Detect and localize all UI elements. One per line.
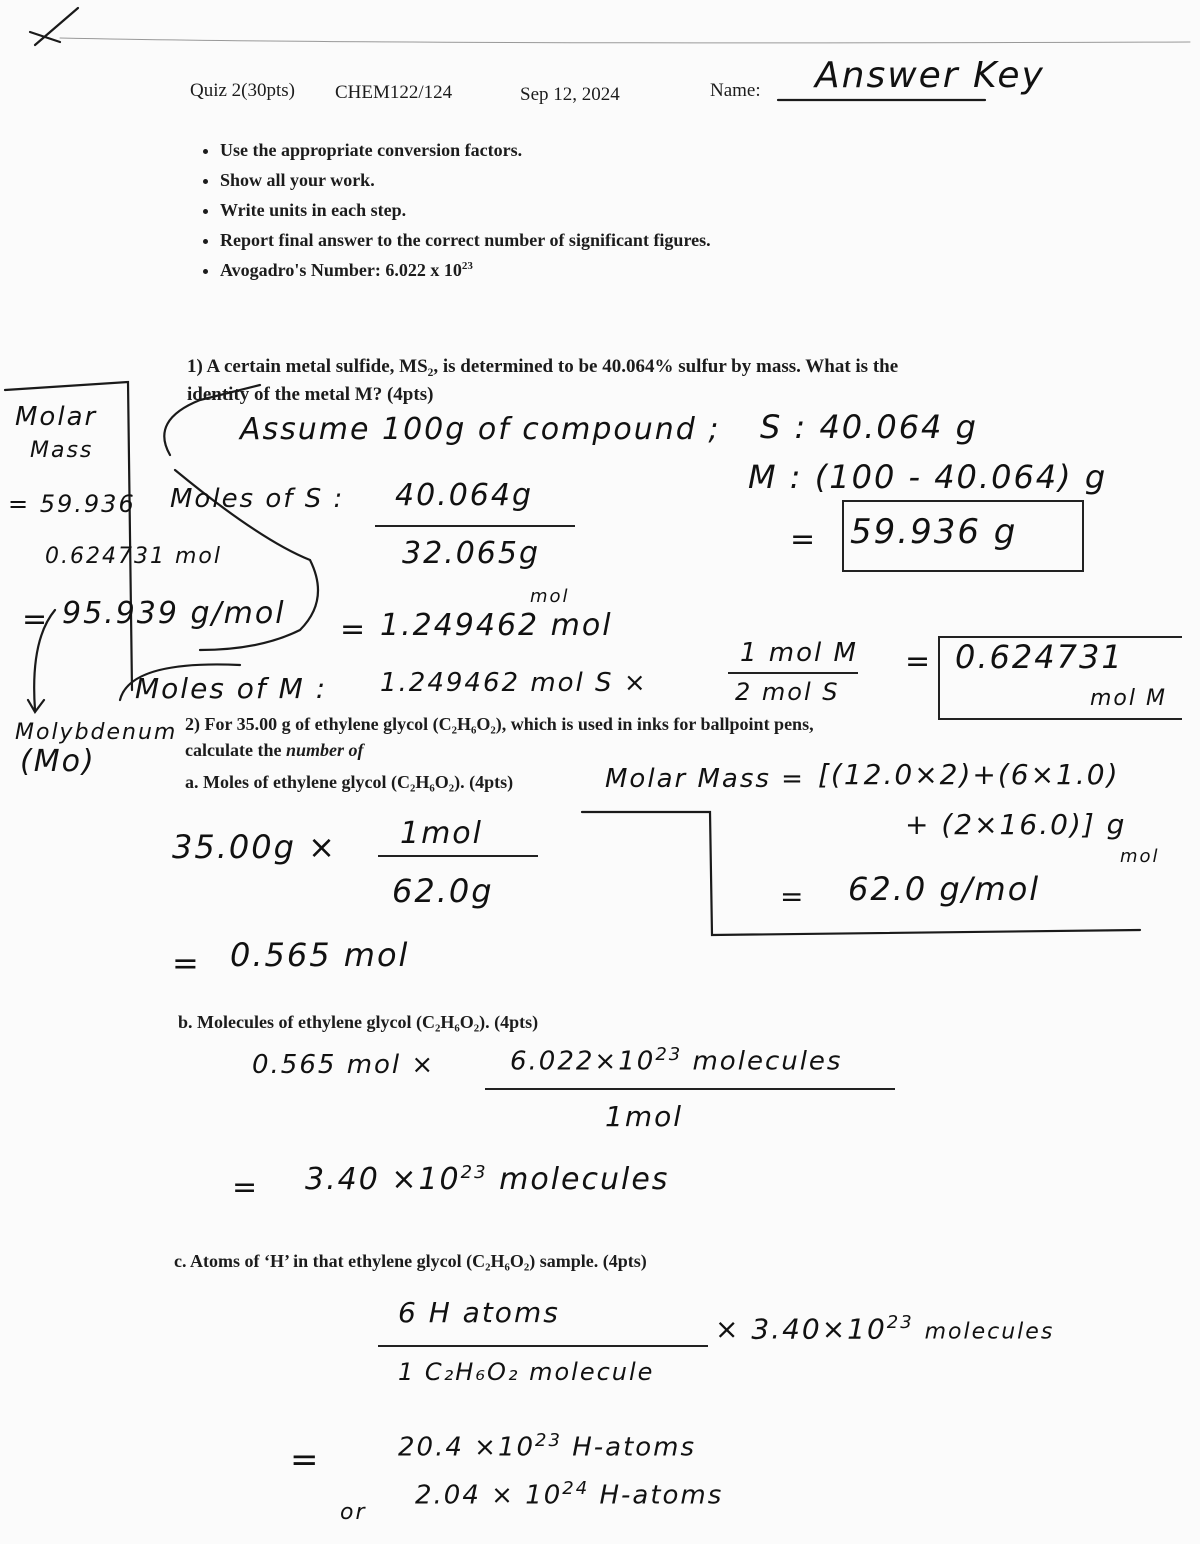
side-eq1: = 59.936 xyxy=(8,490,136,518)
q2c-den: 1 C₂H₆O₂ molecule xyxy=(398,1358,655,1386)
side-eq2: = xyxy=(22,602,50,637)
instructions-list xyxy=(180,140,711,290)
q1-s-result: 1.249462 mol xyxy=(380,608,613,643)
quiz-title: Quiz 2(30pts) xyxy=(190,80,296,101)
q1-m-result: 59.936 g xyxy=(850,512,1018,552)
corner-tick xyxy=(30,8,78,45)
q2c-times: × $3.40\times 10^{23}$ molecules xyxy=(715,1312,1055,1346)
q2c-text: c. Atoms of ‘H’ in that ethylene glycol (C₂H₆O₂) sample. (4pts) xyxy=(174,1251,647,1271)
q2b-den: 1mol xyxy=(605,1100,683,1133)
q1-moles-s-label: Moles of S : xyxy=(170,484,345,514)
q1-mm-result: 0.624731 xyxy=(955,638,1124,676)
side-moles: 0.624731 mol xyxy=(45,544,222,569)
q2a-text: a. Moles of ethylene glycol (C₂H₆O₂). (4pts) xyxy=(185,772,514,792)
q2c-eq: = xyxy=(290,1440,321,1480)
instruction-item: • Report final answer to the correct number of significant figures. xyxy=(220,230,711,251)
q2a-result: 0.565 mol xyxy=(230,936,410,974)
q1-mm-unit: mol M xyxy=(1090,686,1167,711)
q2c-or: or xyxy=(340,1500,367,1525)
q2a-given: 35.00g × xyxy=(172,828,337,866)
q2b-result: $3.40 \times 10^{23}$ molecules xyxy=(305,1162,670,1197)
instruction-item: • Show all your work. xyxy=(220,170,711,191)
side-result: 95.939 g/mol xyxy=(62,596,286,631)
q2b-eq: = xyxy=(232,1170,260,1205)
q2c-num: 6 H atoms xyxy=(398,1296,560,1329)
q1-moles-m-label: Moles of M : xyxy=(135,672,328,705)
q2b-num: $6.022\times 10^{23}$ molecules xyxy=(510,1044,843,1077)
q1-text-line1: 1) A certain metal sulfide, MS₂, is determined to be 40.064% sulfur by mass. What is the xyxy=(187,356,899,377)
q1-m-factor-den: 2 mol S xyxy=(735,678,840,706)
q2a-mm-line1: [(12.0×2)+(6×1.0) xyxy=(818,758,1120,791)
q2b-fraction-bar xyxy=(485,1088,895,1090)
q1-s-eq: = xyxy=(340,612,368,647)
q2c-result1: $20.4 \times 10^{23}$ H-atoms xyxy=(398,1430,697,1463)
quiz-date: Sep 12, 2024 xyxy=(520,84,620,105)
q2c-fraction-bar xyxy=(378,1345,708,1347)
q2a-mm-result: 62.0 g/mol xyxy=(848,870,1041,908)
q2a-fraction-bar xyxy=(378,855,538,857)
q2-text-line2: calculate the number of xyxy=(185,740,364,760)
q2a-molar-mass-label: Molar Mass = xyxy=(605,764,805,794)
course-code: CHEM122/124 xyxy=(335,82,453,103)
instruction-item: • Write units in each step. xyxy=(220,200,711,221)
instruction-item: • Avogadro's Number: 6.022 x $10^{23}$ xyxy=(220,260,711,281)
q2a-mm-unit: mol xyxy=(1120,846,1160,867)
q1-s-mass: S : 40.064 g xyxy=(760,408,978,446)
q2b-text: b. Molecules of ethylene glycol (C₂H₆O₂). (4pts) xyxy=(178,1012,539,1032)
q1-m-factor1: 1.249462 mol S × xyxy=(380,668,648,698)
q1-assume: Assume 100g of compound ; xyxy=(240,412,721,447)
q2a-mm-eq: = xyxy=(780,880,806,913)
q1-s-den: 32.065g xyxy=(402,536,541,571)
q1-s-fraction-bar xyxy=(375,525,575,527)
q1-m-mass: M : (100 - 40.064) g xyxy=(748,458,1108,496)
q2a-mm-line2: + (2×16.0)] g xyxy=(905,808,1127,841)
side-label-molar: Molar xyxy=(15,402,98,432)
identity-symbol: (Mo) xyxy=(20,744,96,779)
q2b-given: 0.565 mol × xyxy=(252,1050,436,1080)
q1-text-line2: identity of the metal M? (4pts) xyxy=(187,384,434,405)
name-value: Answer Key xyxy=(815,55,1045,96)
q2a-num: 1mol xyxy=(400,816,483,851)
q1-mm-eq: = xyxy=(905,644,933,679)
q2-text-line1: 2) For 35.00 g of ethylene glycol (C₂H₆O₂), which is used in inks for ballpoint pens, xyxy=(185,714,814,734)
q1-m-factor-num: 1 mol M xyxy=(740,638,858,668)
top-rule xyxy=(60,38,1190,43)
q1-m-fraction-bar xyxy=(728,672,858,674)
q2a-eq: = xyxy=(172,944,201,982)
name-label: Name: xyxy=(710,80,761,101)
side-label-mass: Mass xyxy=(30,438,94,463)
q2c-result2: $2.04 \times 10^{24}$ H-atoms xyxy=(415,1478,724,1511)
q2a-den: 62.0g xyxy=(392,872,494,910)
q1-s-num: 40.064g xyxy=(395,478,534,513)
instruction-item: • Use the appropriate conversion factors. xyxy=(220,140,711,161)
identity-name: Molybdenum xyxy=(15,720,178,745)
q1-m-eq: = xyxy=(790,522,818,557)
q1-s-den-unit: mol xyxy=(530,586,570,607)
